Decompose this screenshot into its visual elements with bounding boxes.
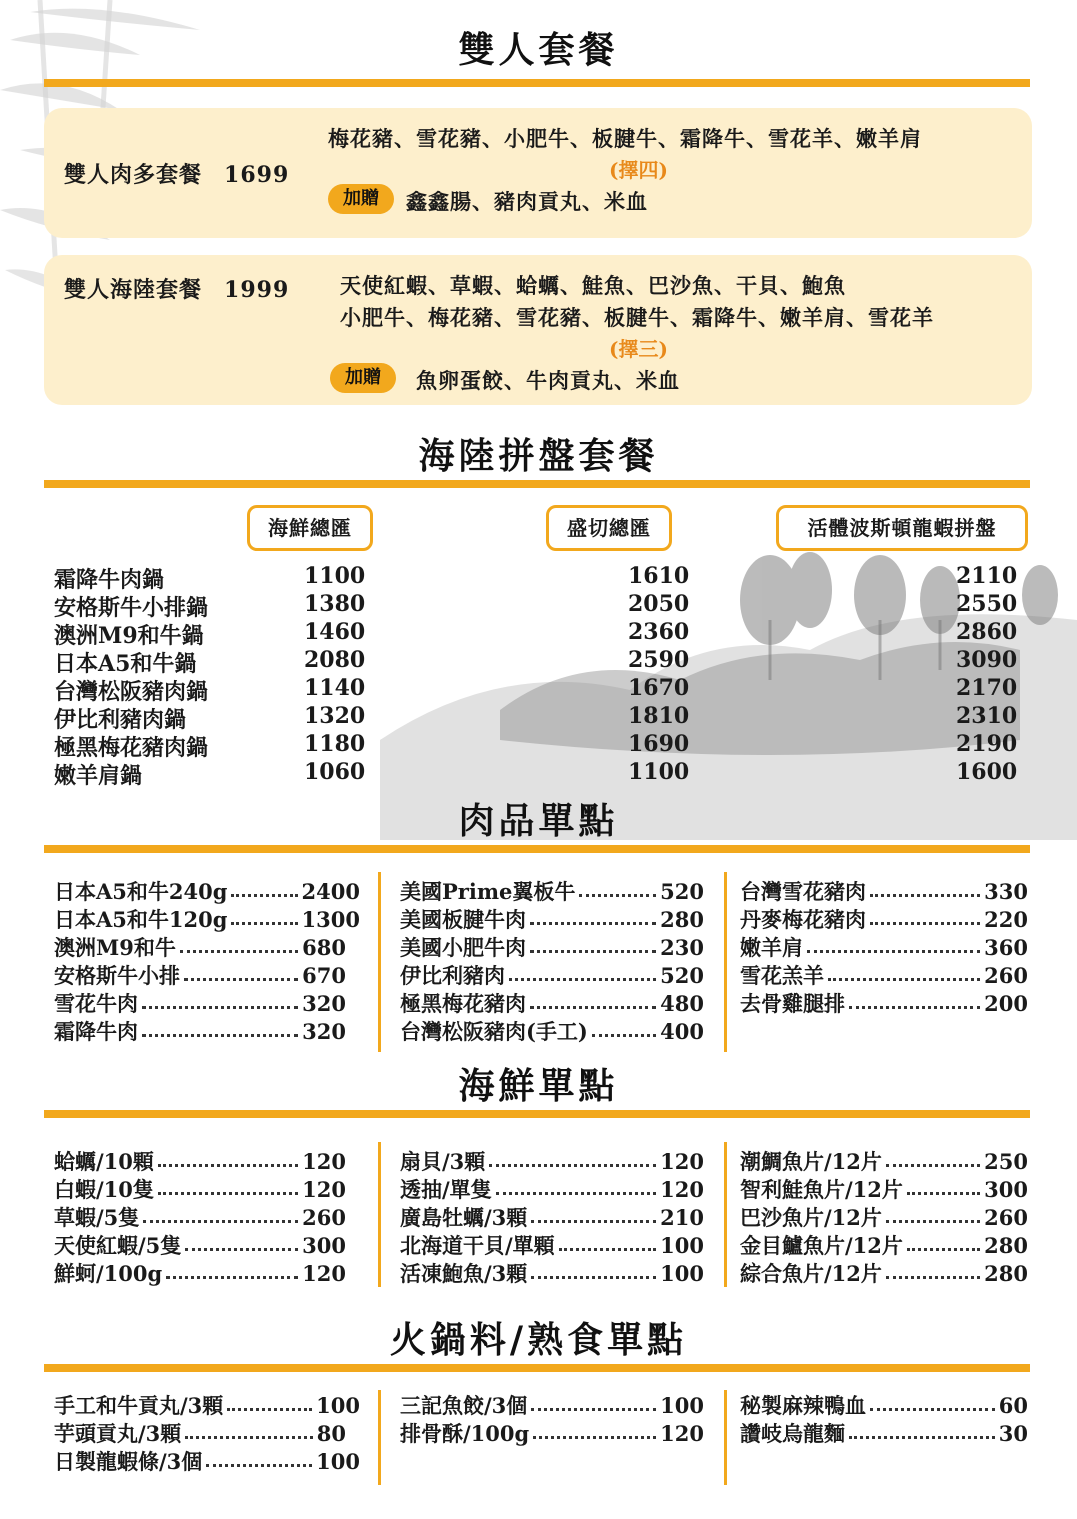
item-price: 260: [984, 963, 1028, 988]
menu-item: [54, 1230, 346, 1258]
menu-item: [400, 904, 704, 932]
price-seafood: 2080: [304, 647, 366, 673]
leader-dots: [530, 1006, 656, 1009]
leader-dots: [143, 1220, 298, 1223]
leader-dots: [886, 1276, 980, 1279]
item-name: 去骨雞腿排: [740, 991, 845, 1016]
leader-dots: [807, 950, 980, 953]
platter-row: [54, 619, 1018, 649]
platter-row: [54, 675, 1018, 705]
menu-item: [400, 876, 704, 904]
item-name: 安格斯牛小排: [54, 963, 180, 988]
item-name: 廣島牡蠣/3顆: [400, 1205, 528, 1230]
item-price: 520: [660, 963, 704, 988]
column-divider: [378, 1142, 381, 1287]
item-price: 680: [302, 935, 346, 960]
item-price: 100: [660, 1261, 704, 1286]
price-lobster: 1600: [956, 759, 1018, 785]
platter-item-name: 日本A5和牛鍋: [54, 651, 197, 677]
gift-items: 鑫鑫腸、豬肉貢丸、米血: [406, 189, 648, 214]
combo-pick-count: (擇四): [609, 158, 668, 182]
item-name: 台灣松阪豬肉(手工): [400, 1019, 588, 1044]
menu-item: [54, 904, 360, 932]
item-name: 嫩羊肩: [740, 935, 803, 960]
combo-card-surf-turf: [44, 255, 1032, 405]
item-name: 草蝦/5隻: [54, 1205, 140, 1230]
combo-name: [64, 158, 289, 189]
menu-item: [54, 1174, 346, 1202]
item-name: 扇貝/3顆: [400, 1149, 486, 1174]
item-name: 手工和牛貢丸/3顆: [54, 1393, 224, 1418]
menu-item: [54, 960, 346, 988]
item-price: 2400: [301, 879, 360, 904]
menu-item: [740, 1390, 1028, 1418]
price-sliced: 2050: [628, 591, 690, 617]
item-name: 讚岐烏龍麵: [740, 1421, 845, 1446]
leader-dots: [531, 1220, 656, 1223]
item-price: 320: [302, 991, 346, 1016]
leader-dots: [231, 922, 297, 925]
leader-dots: [185, 1248, 298, 1251]
leader-dots: [184, 978, 298, 981]
item-price: 120: [660, 1421, 704, 1446]
hotpot-section-title: 火鍋料/熟食單點: [389, 1319, 688, 1361]
combo-title: 雙人海陸套餐: [64, 277, 203, 303]
item-price: 80: [316, 1421, 346, 1446]
item-name: 極黑梅花豬肉: [400, 991, 526, 1016]
leader-dots: [158, 1164, 298, 1167]
menu-item: [740, 904, 1028, 932]
leader-dots: [907, 1248, 980, 1251]
item-price: 280: [984, 1261, 1028, 1286]
menu-item: [400, 1016, 704, 1044]
item-price: 520: [660, 879, 704, 904]
item-price: 280: [660, 907, 704, 932]
platter-row: [54, 591, 1018, 621]
leader-dots: [496, 1192, 656, 1195]
item-price: 360: [984, 935, 1028, 960]
menu-item: [740, 1230, 1028, 1258]
meat-section-title: 肉品單點: [458, 800, 619, 842]
price-sliced: 1690: [628, 731, 690, 757]
item-price: 330: [984, 879, 1028, 904]
leader-dots: [142, 1006, 298, 1009]
item-name: 日本A5和牛240g: [54, 879, 228, 904]
leader-dots: [579, 894, 656, 897]
item-name: 巴沙魚片/12片: [740, 1205, 882, 1230]
platter-item-name: 澳洲M9和牛鍋: [54, 623, 204, 649]
item-price: 250: [984, 1149, 1028, 1174]
leader-dots: [828, 978, 980, 981]
price-seafood: 1460: [304, 619, 366, 645]
item-price: 30: [998, 1421, 1028, 1446]
column-divider: [378, 1390, 381, 1485]
leader-dots: [531, 1408, 656, 1411]
item-name: 鮮蚵/100g: [54, 1261, 163, 1286]
item-name: 日製龍蝦條/3個: [54, 1449, 203, 1474]
leader-dots: [849, 1436, 995, 1439]
item-price: 1300: [301, 907, 360, 932]
price-seafood: 1140: [304, 675, 366, 701]
item-price: 100: [316, 1393, 360, 1418]
menu-item: [740, 876, 1028, 904]
column-divider: [724, 1390, 727, 1485]
menu-item: [740, 1202, 1028, 1230]
item-price: 230: [660, 935, 704, 960]
menu-item: [54, 1258, 346, 1286]
menu-item: [400, 1390, 704, 1418]
column-divider: [724, 1142, 727, 1287]
platter-item-name: 安格斯牛小排鍋: [54, 595, 209, 621]
item-price: 220: [984, 907, 1028, 932]
item-name: 智利鮭魚片/12片: [740, 1177, 903, 1202]
item-price: 480: [660, 991, 704, 1016]
menu-item: [740, 960, 1028, 988]
combo-price: 1699: [224, 162, 290, 188]
platter-header-seafood: 海鮮總匯: [247, 505, 373, 551]
leader-dots: [227, 1408, 312, 1411]
price-sliced: 2590: [628, 647, 690, 673]
price-lobster: 2860: [956, 619, 1018, 645]
item-name: 日本A5和牛120g: [54, 907, 228, 932]
menu-item: [400, 1202, 704, 1230]
leader-dots: [531, 1276, 656, 1279]
combo-options-seafood: 天使紅蝦、草蝦、蛤蠣、鮭魚、巴沙魚、干貝、鮑魚: [340, 273, 846, 298]
item-price: 320: [302, 1019, 346, 1044]
price-lobster: 2190: [956, 731, 1018, 757]
item-name: 潮鯛魚片/12片: [740, 1149, 882, 1174]
combo-section-title: 雙人套餐: [458, 29, 619, 71]
menu-item: [400, 932, 704, 960]
item-name: 芋頭貢丸/3顆: [54, 1421, 182, 1446]
item-price: 260: [302, 1205, 346, 1230]
leader-dots: [533, 1436, 656, 1439]
item-price: 100: [660, 1233, 704, 1258]
combo-rule: [44, 79, 1030, 87]
item-price: 100: [660, 1393, 704, 1418]
menu-item: [54, 1146, 346, 1174]
price-lobster: 2170: [956, 675, 1018, 701]
platter-row: [54, 703, 1018, 733]
item-name: 排骨酥/100g: [400, 1421, 530, 1446]
platter-header-lobster: 活體波斯頓龍蝦拼盤: [776, 505, 1028, 551]
leader-dots: [185, 1436, 312, 1439]
leader-dots: [231, 894, 297, 897]
meat-rule: [44, 845, 1030, 853]
item-name: 澳洲M9和牛: [54, 935, 176, 960]
leader-dots: [592, 1034, 656, 1037]
item-price: 100: [316, 1449, 360, 1474]
menu-item: [400, 960, 704, 988]
leader-dots: [886, 1220, 980, 1223]
leader-dots: [206, 1464, 312, 1467]
item-name: 金目鱸魚片/12片: [740, 1233, 903, 1258]
leader-dots: [166, 1276, 298, 1279]
item-price: 300: [984, 1177, 1028, 1202]
seafood-rule: [44, 1110, 1030, 1118]
combo-options-meat: 小肥牛、梅花豬、雪花豬、板腱牛、霜降牛、嫩羊肩、雪花羊: [340, 305, 934, 330]
menu-item: [400, 1146, 704, 1174]
item-name: 綜合魚片/12片: [740, 1261, 882, 1286]
price-lobster: 2550: [956, 591, 1018, 617]
platter-item-name: 台灣松阪豬肉鍋: [54, 679, 209, 705]
menu-item: [54, 1016, 346, 1044]
price-seafood: 1180: [304, 731, 366, 757]
item-price: 300: [302, 1233, 346, 1258]
item-name: 台灣雪花豬肉: [740, 879, 866, 904]
platter-item-name: 伊比利豬肉鍋: [54, 707, 187, 733]
column-divider: [378, 872, 381, 1052]
menu-item: [740, 932, 1028, 960]
menu-item: [54, 988, 346, 1016]
item-name: 北海道干貝/單顆: [400, 1233, 555, 1258]
leader-dots: [870, 922, 980, 925]
platter-rule: [44, 480, 1030, 488]
item-name: 三記魚餃/3個: [400, 1393, 528, 1418]
gift-badge: 加贈: [328, 184, 394, 214]
menu-item: [400, 1258, 704, 1286]
menu-item: [400, 1174, 704, 1202]
leader-dots: [886, 1164, 980, 1167]
item-price: 120: [302, 1261, 346, 1286]
platter-row: [54, 731, 1018, 761]
combo-card-meat: [44, 108, 1032, 238]
seafood-section-title: 海鮮單點: [458, 1065, 619, 1107]
hotpot-rule: [44, 1364, 1030, 1372]
leader-dots: [907, 1192, 980, 1195]
gift-items: 魚卵蛋餃、牛肉貢丸、米血: [416, 368, 680, 393]
platter-item-name: 嫩羊肩鍋: [54, 763, 143, 789]
leader-dots: [180, 950, 298, 953]
item-price: 210: [660, 1205, 704, 1230]
item-price: 120: [302, 1177, 346, 1202]
item-name: 白蝦/10隻: [54, 1177, 154, 1202]
platter-item-name: 極黑梅花豬肉鍋: [54, 735, 209, 761]
price-seafood: 1320: [304, 703, 366, 729]
price-lobster: 2310: [956, 703, 1018, 729]
item-price: 60: [998, 1393, 1028, 1418]
leader-dots: [870, 894, 980, 897]
price-sliced: 1810: [628, 703, 690, 729]
leader-dots: [509, 978, 656, 981]
item-name: 雪花牛肉: [54, 991, 138, 1016]
gift-badge: 加贈: [330, 363, 396, 393]
item-name: 伊比利豬肉: [400, 963, 505, 988]
item-name: 美國Prime翼板牛: [400, 879, 576, 904]
item-price: 280: [984, 1233, 1028, 1258]
menu-item: [400, 1418, 704, 1446]
price-seafood: 1100: [304, 563, 366, 589]
leader-dots: [530, 950, 656, 953]
combo-pick-count: (擇三): [609, 337, 668, 361]
menu-item: [740, 1174, 1028, 1202]
price-sliced: 1100: [628, 759, 690, 785]
combo-name: [64, 273, 289, 304]
leader-dots: [870, 1408, 995, 1411]
item-price: 120: [302, 1149, 346, 1174]
menu-item: [54, 932, 346, 960]
leader-dots: [158, 1192, 298, 1195]
item-price: 120: [660, 1149, 704, 1174]
item-name: 蛤蠣/10顆: [54, 1149, 154, 1174]
item-price: 200: [984, 991, 1028, 1016]
platter-row: [54, 759, 1018, 789]
platter-row: [54, 647, 1018, 677]
leader-dots: [530, 922, 656, 925]
item-price: 400: [660, 1019, 704, 1044]
price-sliced: 1610: [628, 563, 690, 589]
menu-item: [54, 1202, 346, 1230]
platter-header-sliced: 盛切總匯: [546, 505, 672, 551]
leader-dots: [489, 1164, 656, 1167]
menu-item: [54, 1418, 346, 1446]
price-seafood: 1380: [304, 591, 366, 617]
item-name: 活凍鮑魚/3顆: [400, 1261, 528, 1286]
menu-item: [54, 1390, 360, 1418]
price-sliced: 1670: [628, 675, 690, 701]
menu-item: [740, 1258, 1028, 1286]
price-lobster: 3090: [956, 647, 1018, 673]
menu-item: [740, 988, 1028, 1016]
item-name: 雪花羔羊: [740, 963, 824, 988]
item-name: 透抽/單隻: [400, 1177, 492, 1202]
price-sliced: 2360: [628, 619, 690, 645]
leader-dots: [142, 1034, 298, 1037]
leader-dots: [849, 1006, 980, 1009]
price-seafood: 1060: [304, 759, 366, 785]
price-lobster: 2110: [956, 563, 1018, 589]
item-name: 霜降牛肉: [54, 1019, 138, 1044]
item-price: 120: [660, 1177, 704, 1202]
item-name: 美國板腱牛肉: [400, 907, 526, 932]
menu-item: [400, 1230, 704, 1258]
combo-options: 梅花豬、雪花豬、小肥牛、板腱牛、霜降牛、雪花羊、嫩羊肩: [328, 126, 922, 151]
item-price: 670: [302, 963, 346, 988]
leader-dots: [559, 1248, 656, 1251]
menu-item: [54, 876, 360, 904]
column-divider: [724, 872, 727, 1052]
menu-item: [740, 1146, 1028, 1174]
platter-section-title: 海陸拼盤套餐: [418, 435, 659, 477]
menu-item: [400, 988, 704, 1016]
item-name: 天使紅蝦/5隻: [54, 1233, 182, 1258]
item-name: 秘製麻辣鴨血: [740, 1393, 866, 1418]
combo-title: 雙人肉多套餐: [64, 162, 203, 188]
item-price: 260: [984, 1205, 1028, 1230]
platter-row: [54, 563, 1018, 593]
platter-item-name: 霜降牛肉鍋: [54, 567, 165, 593]
item-name: 美國小肥牛肉: [400, 935, 526, 960]
combo-price: 1999: [224, 277, 290, 303]
menu-item: [740, 1418, 1028, 1446]
item-name: 丹麥梅花豬肉: [740, 907, 866, 932]
menu-item: [54, 1446, 360, 1474]
